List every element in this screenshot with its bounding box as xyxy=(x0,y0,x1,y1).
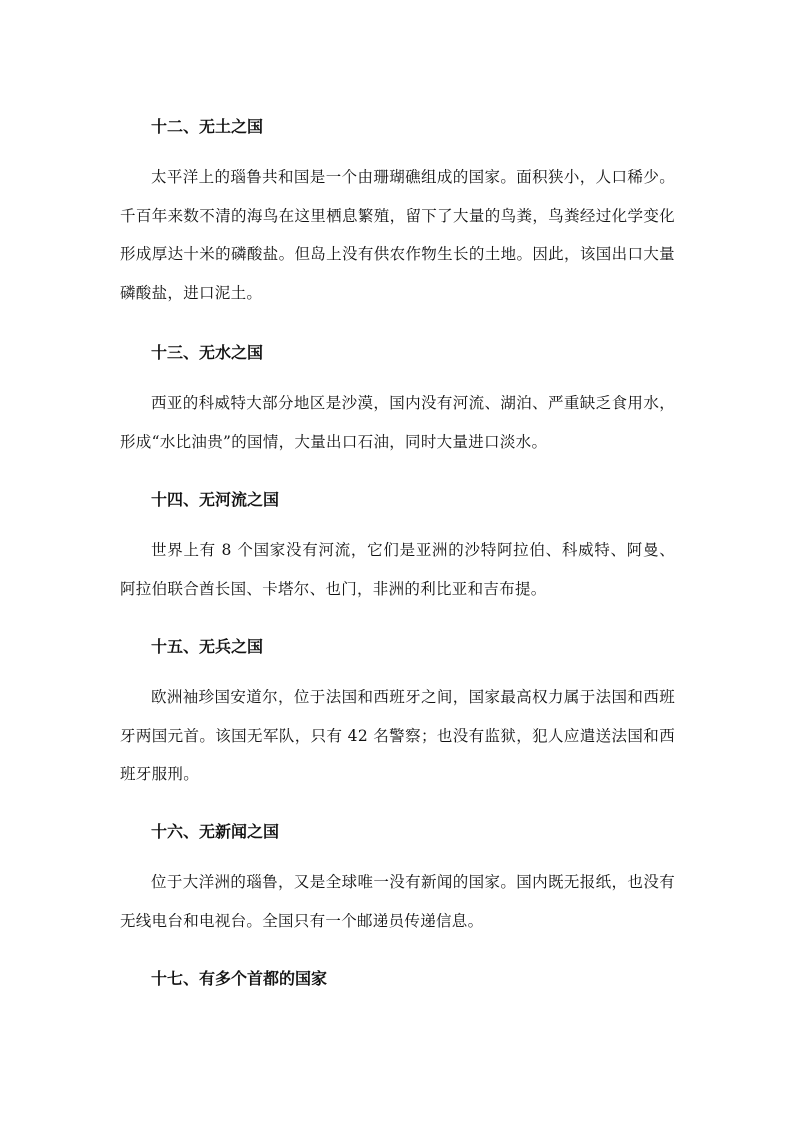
section-heading: 十六、无新闻之国 xyxy=(151,822,280,841)
section-paragraph: 欧洲袖珍国安道尔，位于法国和西班牙之间，国家最高权力属于法国和西班牙两国元首。该国无军队，只有 42 名警察；也没有监狱，犯人应遣送法国和西班牙服刑。 xyxy=(120,688,675,784)
section-heading: 十四、无河流之国 xyxy=(151,490,280,509)
section-paragraph: 太平洋上的瑙鲁共和国是一个由珊瑚礁组成的国家。面积狭小，人口稀少。千百年来数不清的海鸟在这里栖息繁殖，留下了大量的鸟粪，鸟粪经过化学变化形成厚达十米的磷酸盐。但岛上没有供农作物生长的土地。因此，该国出口大量磷酸盐，进口泥土。 xyxy=(120,168,675,303)
section-heading: 十三、无水之国 xyxy=(151,343,264,362)
section-heading: 十二、无土之国 xyxy=(151,117,264,136)
section-paragraph: 位于大洋洲的瑙鲁，又是全球唯一没有新闻的国家。国内既无报纸，也没有无线电台和电视台。全国只有一个邮递员传递信息。 xyxy=(120,873,675,930)
section-paragraph: 西亚的科威特大部分地区是沙漠，国内没有河流、湖泊、严重缺乏食用水，形成“水比油贵”的国情，大量出口石油，同时大量进口淡水。 xyxy=(120,394,675,451)
section-heading: 十五、无兵之国 xyxy=(151,637,264,656)
section-heading: 十七、有多个首都的国家 xyxy=(151,969,328,988)
section-paragraph: 世界上有 8 个国家没有河流，它们是亚洲的沙特阿拉伯、科威特、阿曼、阿拉伯联合酋长国、卡塔尔、也门，非洲的利比亚和吉布提。 xyxy=(120,541,675,598)
